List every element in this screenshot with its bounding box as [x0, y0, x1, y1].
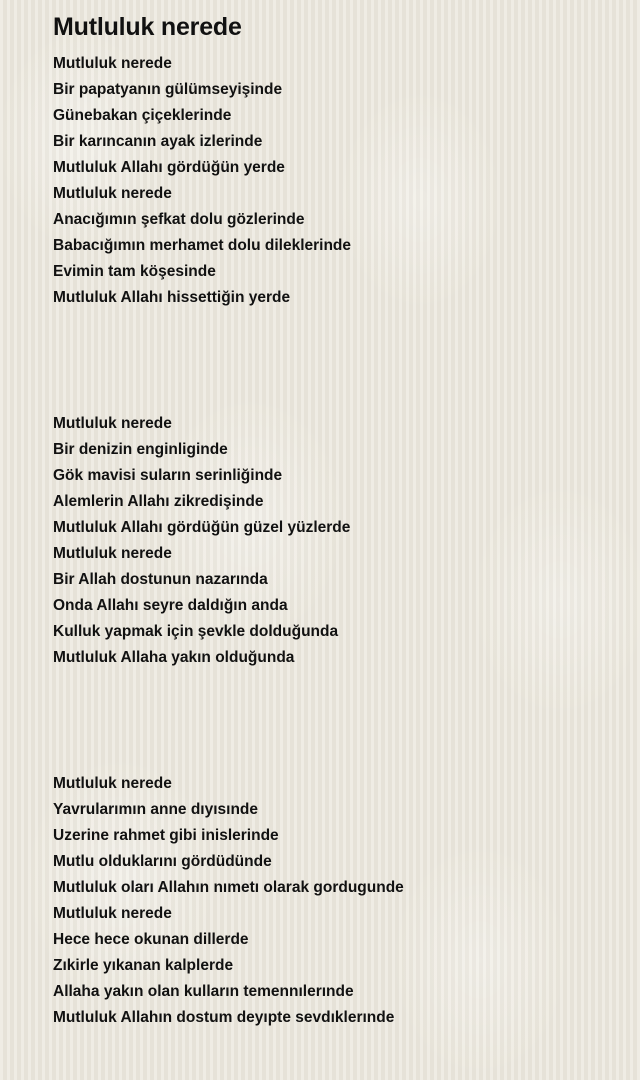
stanza-3 — [53, 771, 623, 1031]
verse-line: Gök mavisi suların serinliğinde — [53, 467, 283, 484]
poem-page — [53, 10, 623, 1031]
verse-line: Mutluluk Allahı hissettiğin yerde — [53, 289, 291, 306]
verse-line: Mutluluk nerede — [53, 775, 172, 792]
stanza-1 — [53, 51, 623, 311]
verse-line: Babacığımın merhamet dolu dileklerinde — [53, 237, 352, 254]
verse-line: Alemlerin Allahı zikredişinde — [53, 493, 264, 510]
verse-line: Mutluluk Allahın dostum deyıpte sevdıklerınde — [53, 1009, 395, 1026]
verse-line: Bir karıncanın ayak izlerinde — [53, 133, 263, 150]
verse-line: Mutluluk Allahı gördüğün güzel yüzlerde — [53, 519, 351, 536]
verse-line: Hece hece okunan dillerde — [53, 931, 249, 948]
verse-line: Mutluluk oları Allahın nımetı olarak gordugunde — [53, 879, 404, 896]
verse-line: Evimin tam köşesinde — [53, 263, 216, 280]
verse-line: Bir papatyanın gülümseyişinde — [53, 81, 283, 98]
verse-line: Mutluluk nerede — [53, 415, 172, 432]
verse-line: Bir denizin enginliginde — [53, 441, 228, 458]
verse-line: Zıkirle yıkanan kalplerde — [53, 957, 234, 974]
verse-line: Bir Allah dostunun nazarında — [53, 571, 268, 588]
verse-line: Allaha yakın olan kulların temennılerınde — [53, 983, 354, 1000]
verse-line: Kulluk yapmak için şevkle dolduğunda — [53, 623, 339, 640]
stanza-2 — [53, 411, 623, 671]
verse-line: Onda Allahı seyre daldığın anda — [53, 597, 288, 614]
verse-line: Mutluluk Allahı gördüğün yerde — [53, 159, 285, 176]
poem-title: Mutluluk nerede — [53, 13, 242, 41]
verse-line: Mutluluk nerede — [53, 905, 172, 922]
verse-line: Yavrularımın anne dıyısınde — [53, 801, 259, 818]
verse-line: Mutluluk nerede — [53, 185, 172, 202]
verse-line: Mutluluk nerede — [53, 55, 172, 72]
verse-line: Mutluluk nerede — [53, 545, 172, 562]
verse-line: Mutlu olduklarını gördüdünde — [53, 853, 272, 870]
verse-line: Anacığımın şefkat dolu gözlerinde — [53, 211, 305, 228]
verse-line: Uzerine rahmet gibi inislerinde — [53, 827, 279, 844]
verse-line: Mutluluk Allaha yakın olduğunda — [53, 649, 295, 666]
verse-line: Günebakan çiçeklerinde — [53, 107, 232, 124]
